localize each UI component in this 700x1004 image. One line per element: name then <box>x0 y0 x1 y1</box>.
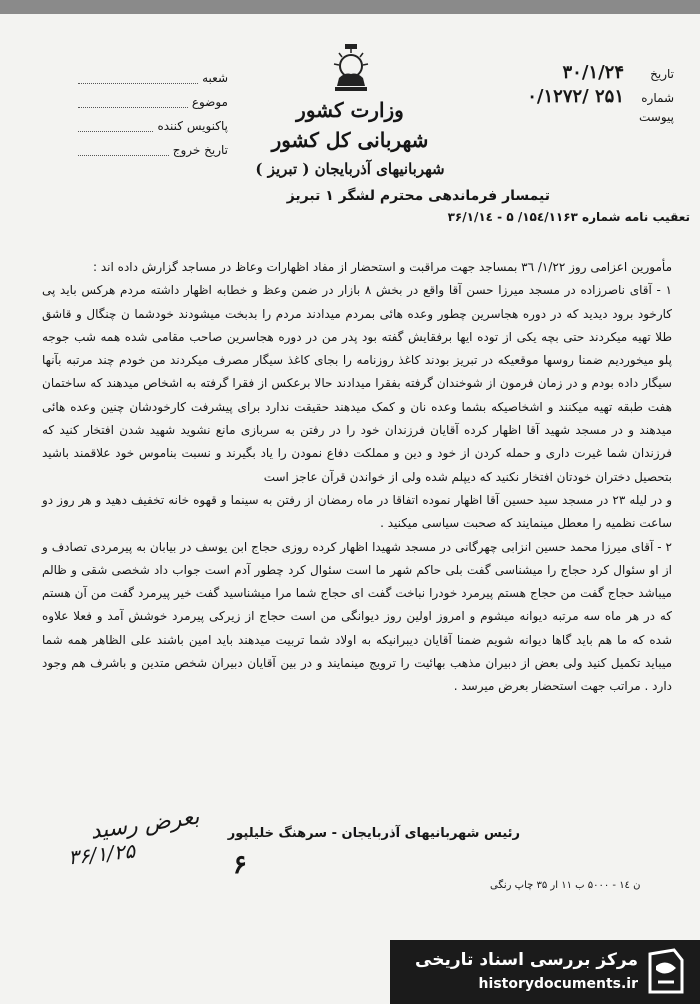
scan-edge <box>0 0 700 14</box>
date-value: ۳۰/۱/۲۴ <box>562 62 624 83</box>
meta-exit-date: تاریخ خروج <box>78 138 228 162</box>
paragraph-intro: مأمورین اعزامی روز ۱/۲۲/ ۳٦ بمساجد جهت مراقبت و استحضار از مفاد اظهارات وعاظ در مساجد گزارش داده اند : <box>93 260 672 274</box>
meta-date: تاریخ ۳۰/۱/۲۴ <box>562 62 674 83</box>
archive-logo-icon <box>644 948 688 996</box>
meta-number: شماره ۰/۱۲۷۲/ ۲۵۱ <box>527 86 674 107</box>
reference-line: تعقیب نامه شماره ۱۵٤/۱۱۶۳/ ۵ - ۳۶/۱/۱٤ <box>447 210 690 224</box>
print-line: ن ۱٤ - ۵۰۰۰ ب ۱۱ ار ۳۵ چاپ رنگی <box>490 880 641 891</box>
page-number: ۶ <box>233 850 247 880</box>
addressee: تیمسار فرماندهی محترم لشگر ۱ تبریز <box>286 188 550 204</box>
watermark-banner <box>390 940 700 1004</box>
handwritten-note: بعرض رسید <box>88 804 201 845</box>
paragraph-item-2: ۲ - آقای میرزا محمد حسین انزابی چهرگانی در مسجد شهیدا اظهار کرده روزی حجاج ابن یوسف در بیابان به پیرمردی تصادف و از او سئوال کرد حجاج را میشناسی گفت بلی حاکم شهر ما است سئوال کرد چطور آدم است جواب داد شخصی شقی و ظالم میباشد حجاج گفت من حجاج هستم پیرمرد خودرا نباخت گفت ای حجاج شما مرا میشناسید گفت خیر پیرمرد گفت من آن هستم که در هر ماه سه مرتبه دیوانه میشوم و امروز اولین روز دیوانگی من است حجاج از زیرکی پیرمرد خوشش آمد و فعلا علاوه شده که ما هم باید گاها دیوانه شویم ضمنا آقایان دیبرانیکه به اولاد شما تربیت میدهند باید امین باشند علی الظاهر همه شما میباید تکمیل کنید ولی بعض از دبیران مذهب بهائیت را ترویج مینمایند و در بین آقایان دبیران شخص متدین و باشرف هم وجود دارد . مراتب جهت استحضار بعرض میرسد . <box>42 539 672 694</box>
paragraph-item-1: ۱ - آقای ناصرزاده در مسجد میرزا حسن آقا واقع در بخش ۸ بازار در ضمن وعظ و خطابه اظهار داشته مردم هرکس باید پی کارخود برود دیدید که در دوره هجاسرین چطور وعده هائی بمردم میدادند مردم را بدبخت میشودند خودشما ن چنگال و قاشق طلا تهیه میکردند حتی بچه یکی از توده ایها برفقایش گفته بود پدر من در دوره هجاسرین صاحب مقامی شده همه شب جوجه پلو میخوردیم ضمنا روسها موقعیکه در تبریز بودند کاغذ روزنامه را بجای کاغذ سیگار مصرف میکردند من خودم چند مرتبه بآنها سیگار داده بودم و در زمان فرمون از شوخندان گرفته بفقرا میدادند حالا برعکس از فقرا گرفته به اشخاص میدهند که ساختمان هفت طبقه تهیه میکنند و اشخاصیکه بشما وعده نان و کمک میدهند حقیقت ندارد برای پیشرفت کارخودشان چنین وعده هائی میدهند و در مسجد شهید آقا اظهار کرده آقایان فرزندان خود را در رفتن به سربازی مانع نشوید شهید شدن افتخار کنید که فرزندان شما غیرت داری و حمله کردن از خود و دین و مملکت دفاع نمودن را یاد بگیرند و نسبت بناموس خود علاقمند باشید بتحصیل دختران خودتان افتخار نکنید که دیپلم شده ولی از خواندن قرآن عاجز است <box>42 283 672 484</box>
regional-title: شهربانیهای آذربایجان ( تبریز ) <box>255 160 445 178</box>
meta-branch: شعبه <box>78 66 228 90</box>
handwritten-date: ۳۶/۱/۲۵ <box>66 838 137 870</box>
number-value: ۰/۱۲۷۲/ ۲۵۱ <box>527 86 624 107</box>
watermark-english: historydocuments.ir <box>478 976 638 992</box>
police-title: شهربانی کل کشور <box>271 128 429 152</box>
signature-line: رئیس شهربانیهای آذربایجان - سرهنگ خلیلپور <box>227 826 520 841</box>
meta-attachment: پیوست <box>639 110 674 124</box>
lion-and-sun-emblem-icon <box>325 44 377 94</box>
watermark-persian: مرکز بررسی اسناد تاریخی <box>415 950 638 970</box>
ministry-title: وزارت کشور <box>296 98 404 122</box>
meta-typist: پاکنویس کننده <box>78 114 228 138</box>
right-meta-fields <box>474 62 674 134</box>
letter-body <box>42 256 672 699</box>
meta-subject: موضوع <box>78 90 228 114</box>
paragraph-item-1-cont: و در لیله ۲۳ در مسجد سید حسین آقا اظهار نموده اتفاقا در ماه رمضان از رفتن به سینما و قهوه خانه تخفیف دهید و هر روز دو ساعت نظمیه را معطل مینمایند که صحبت سیاسی میکنید . <box>42 492 673 531</box>
